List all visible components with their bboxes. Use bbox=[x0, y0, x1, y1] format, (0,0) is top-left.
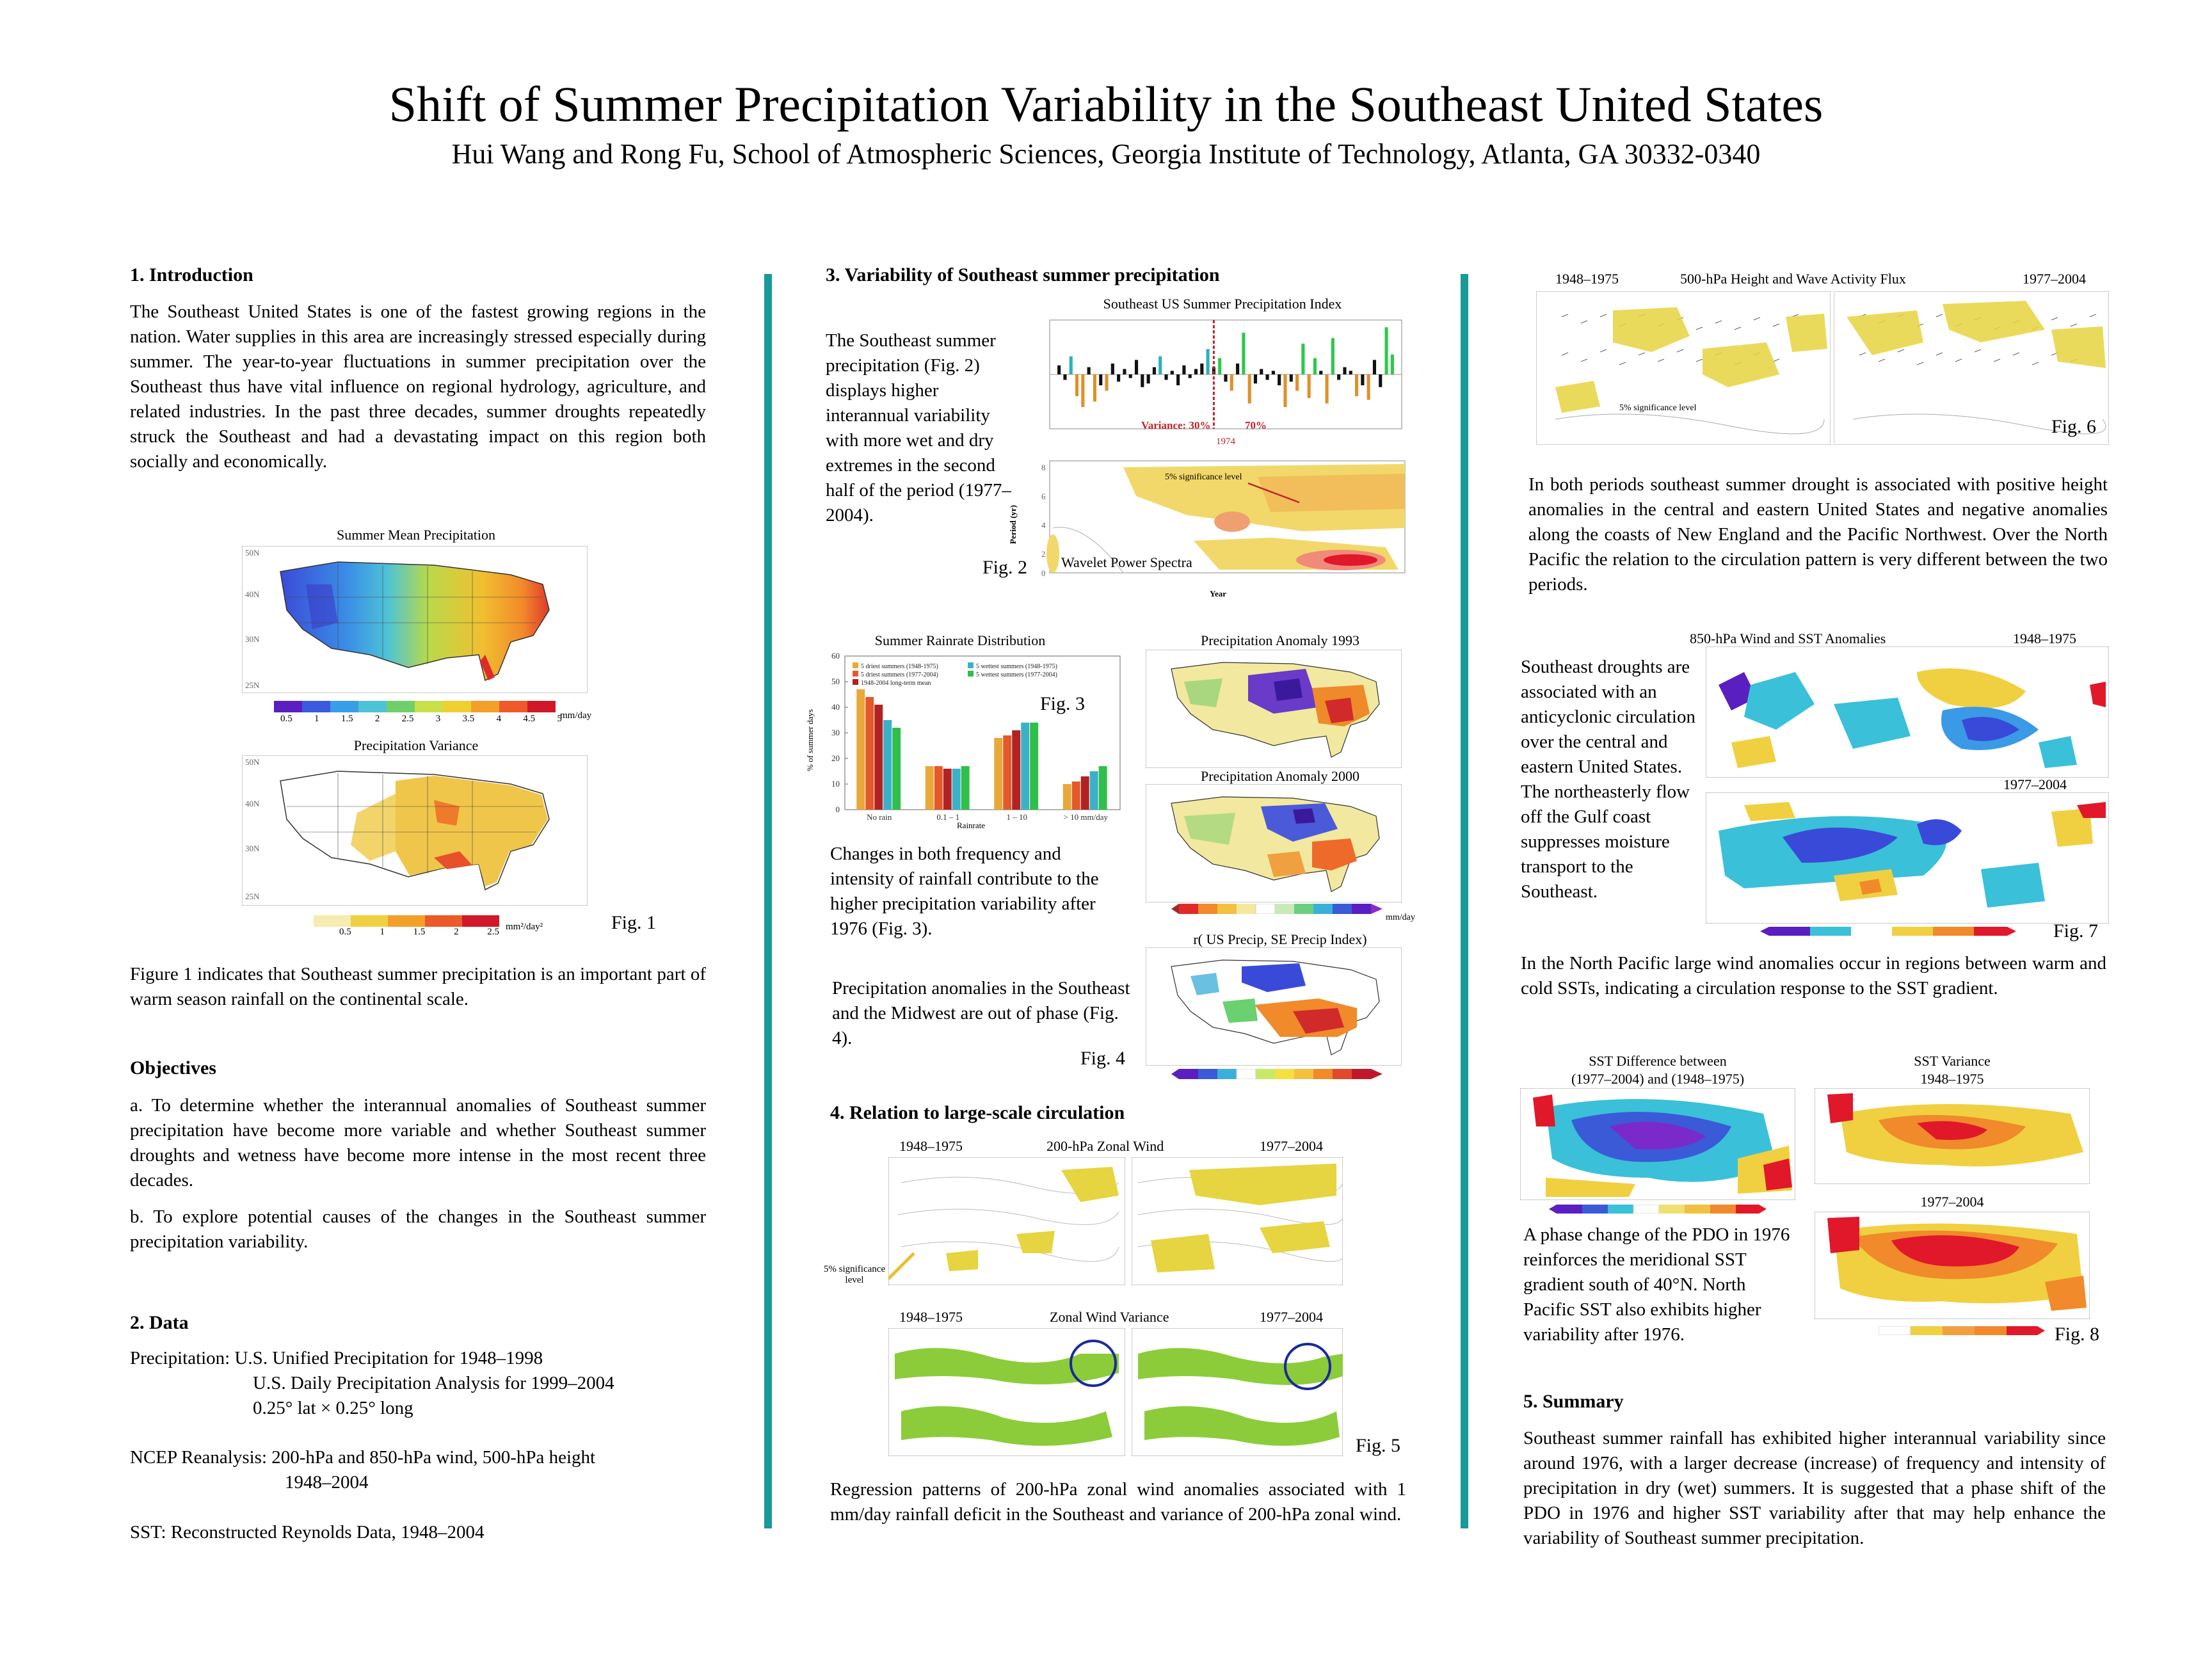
fig2-bar bbox=[1266, 374, 1269, 380]
svg-text:40N: 40N bbox=[245, 799, 260, 808]
fig2-bar bbox=[1093, 374, 1096, 402]
fig2-bar bbox=[1319, 371, 1322, 374]
fig3-label: Fig. 3 bbox=[1040, 693, 1086, 714]
fig7-period1: 1948–1975 bbox=[2013, 630, 2076, 646]
data-sst: SST: Reconstructed Reynolds Data, 1948–2004 bbox=[130, 1522, 485, 1543]
svg-text:50N: 50N bbox=[245, 548, 260, 557]
fig2-bar bbox=[1373, 360, 1376, 374]
fig2-bar bbox=[1123, 369, 1126, 375]
fig1-bottom-unit: mm²/day² bbox=[506, 922, 543, 932]
fig5-sig-label: 5% significance level bbox=[823, 1264, 886, 1285]
fig8-label: Fig. 8 bbox=[2055, 1324, 2100, 1345]
fig5-zonal-wind-1948-map bbox=[888, 1157, 1125, 1285]
fig5-variance-1948-map bbox=[888, 1328, 1125, 1456]
fig2-bar bbox=[1242, 333, 1245, 374]
fig2-bar bbox=[1063, 374, 1066, 380]
fig3-ytick: 50 bbox=[831, 677, 840, 686]
fig2-bar bbox=[1189, 374, 1192, 378]
intro-text: The Southeast United States is one of the fastest growing regions in the nation. Water supplies in this area are increasingly stressed especially during summer. The year-to-year fluctuations in summer precipitation over the Southeast thus have vital influence on regional hydrology, agriculture, and related industries. In the past three decades, summer droughts repeatedly struck the Southeast and had a devastating impact on this region both socially and economically. bbox=[130, 301, 706, 472]
tick: 2 bbox=[454, 927, 459, 937]
fig7-title: 850-hPa Wind and SST Anomalies bbox=[1690, 630, 1886, 646]
fig2-bar bbox=[1278, 374, 1281, 385]
fig4-corr-colorbar bbox=[1171, 1069, 1382, 1079]
fig1-top-colorbar bbox=[274, 701, 556, 712]
fig1-label: Fig. 1 bbox=[611, 912, 657, 933]
fig5-top-mid: 200-hPa Zonal Wind bbox=[1046, 1138, 1164, 1154]
fig3-bar bbox=[934, 766, 943, 810]
fig2-bar bbox=[1337, 374, 1340, 380]
svg-text:4: 4 bbox=[1041, 520, 1046, 530]
fig4-title-a: Precipitation Anomaly 1993 bbox=[1200, 632, 1360, 648]
fig8-sst-difference-map bbox=[1520, 1088, 1795, 1200]
fig3-legend-swatch bbox=[853, 662, 858, 668]
fig5-bot-left: 1948–1975 bbox=[899, 1309, 963, 1325]
data-precip-3: 0.25° lat × 0.25° long bbox=[253, 1398, 413, 1418]
fig2-bar bbox=[1248, 374, 1251, 403]
objective-b: b. To explore potential causes of the changes in the Southeast summer precipitation variability. bbox=[130, 1206, 706, 1252]
data-precip-1: Precipitation: U.S. Unified Precipitation for 1948–1998 bbox=[130, 1348, 543, 1368]
data-ncep-2: 1948–2004 bbox=[285, 1472, 369, 1493]
fig4-anomaly-1993-map bbox=[1146, 650, 1402, 768]
svg-text:40N: 40N bbox=[245, 589, 260, 599]
fig1-bottom-colorbar-ticks bbox=[339, 927, 499, 938]
fig3-legend-label: 1948-2004 long-term mean bbox=[861, 680, 931, 687]
fig2-bar bbox=[1313, 358, 1317, 375]
section3-heading: 3. Variability of Southeast summer precipitation bbox=[826, 264, 1220, 285]
tick: 3.5 bbox=[462, 714, 475, 724]
fig2-bar bbox=[1111, 364, 1114, 374]
fig2-bar bbox=[1331, 338, 1334, 374]
fig5-zonal-wind-1977-map bbox=[1132, 1157, 1343, 1285]
fig3-legend-label: 5 wettest summers (1948-1975) bbox=[976, 663, 1057, 670]
fig4-colorbar bbox=[1171, 904, 1382, 914]
fig1-text: Figure 1 indicates that Southeast summer precipitation is an important part of warm season rainfall on the continental scale. bbox=[130, 964, 706, 1009]
fig1-mean-precip-map bbox=[242, 546, 588, 693]
fig5-bot-right: 1977–2004 bbox=[1260, 1309, 1323, 1325]
fig2-bar bbox=[1164, 374, 1167, 380]
tick: 3 bbox=[435, 714, 441, 724]
svg-text:30N: 30N bbox=[245, 844, 260, 853]
fig2-bar bbox=[1308, 374, 1311, 398]
tick: 1 bbox=[314, 714, 319, 724]
summary-heading: 5. Summary bbox=[1523, 1391, 1624, 1412]
fig2-label: Fig. 2 bbox=[982, 557, 1028, 578]
fig8-diff-title-2: (1977–2004) and (1948–1975) bbox=[1571, 1071, 1745, 1087]
fig2-text: The Southeast summer precipitation (Fig. 2) displays higher interannual variability with more wet and dry extremes in the second half of the period (1977–2004). bbox=[826, 330, 1011, 525]
fig2-bar bbox=[1176, 374, 1180, 385]
section4-heading: 4. Relation to large-scale circulation bbox=[830, 1102, 1125, 1123]
fig2-xlabel: Year bbox=[1210, 589, 1226, 598]
fig3-ytick: 60 bbox=[831, 651, 840, 661]
fig3-legend-label: 5 driest summers (1948-1975) bbox=[861, 663, 938, 670]
fig2-bar bbox=[1194, 369, 1198, 375]
fig1-top-unit: mm/day bbox=[560, 710, 592, 721]
objective-a: a. To determine whether the interannual anomalies of Southeast summer precipitation have become more variable and whether Southeast summer droughts and wetness have become more intense in the most recent three decades. bbox=[130, 1095, 706, 1190]
tick: 1 bbox=[380, 927, 385, 937]
fig2-bar bbox=[1135, 360, 1138, 374]
fig4-text: Precipitation anomalies in the Southeast and the Midwest are out of phase (Fig. 4). bbox=[832, 978, 1130, 1048]
column-divider-right bbox=[1461, 274, 1468, 1528]
fig2-bar bbox=[1224, 374, 1227, 381]
fig3-bar bbox=[883, 720, 892, 810]
data-heading: 2. Data bbox=[130, 1312, 189, 1333]
fig3-ytick: 0 bbox=[835, 805, 840, 814]
fig4-anomaly-2000-map bbox=[1146, 784, 1402, 902]
fig3-bar bbox=[874, 705, 883, 810]
fig3-xtick: 1 – 10 bbox=[1006, 812, 1027, 822]
fig2-ylabel: Period (yr) bbox=[1008, 504, 1018, 544]
tick: 2 bbox=[374, 714, 380, 724]
fig1-top-colorbar-ticks bbox=[280, 714, 562, 725]
fig2-variance-right: 70% bbox=[1245, 419, 1267, 431]
fig8-var-title-1: SST Variance bbox=[1914, 1053, 1991, 1069]
fig4-unit: mm/day bbox=[1386, 913, 1415, 922]
fig3-xtick: > 10 mm/day bbox=[1063, 812, 1108, 822]
fig3-bar bbox=[1063, 784, 1071, 810]
fig3-bar bbox=[1030, 723, 1038, 810]
fig2-bar bbox=[1272, 371, 1275, 374]
fig4-label: Fig. 4 bbox=[1080, 1048, 1126, 1069]
fig4-title-c: r( US Precip, SE Precip Index) bbox=[1193, 931, 1367, 947]
tick: 4 bbox=[496, 714, 502, 724]
svg-text:30N: 30N bbox=[245, 634, 260, 644]
svg-text:25N: 25N bbox=[245, 680, 260, 690]
tick: 5 bbox=[557, 714, 562, 724]
fig2-bar bbox=[1361, 374, 1364, 385]
summary-text: Southeast summer rainfall has exhibited higher interannual variability since around 1976, with a larger decrease (increase) of frequency and intensity of precipitation in dry (wet) summers. It is suggested that a phase shift of the PDO in 1976 and higher SST variability after that may help enhance the variability of Southeast summer precipitation. bbox=[1523, 1428, 2106, 1548]
data-precip-2: U.S. Daily Precipitation Analysis for 1999–2004 bbox=[253, 1373, 614, 1393]
fig2-bar bbox=[1236, 364, 1239, 374]
fig6-label: Fig. 6 bbox=[2051, 416, 2097, 437]
fig3-rainrate-chart bbox=[794, 646, 1126, 838]
fig2-bar bbox=[1391, 355, 1394, 374]
fig3-bar bbox=[943, 769, 952, 810]
fig2-bar bbox=[1057, 365, 1061, 374]
fig2-precip-index-chart bbox=[1037, 314, 1408, 442]
fig2-bar bbox=[1105, 374, 1108, 391]
fig3-title: Summer Rainrate Distribution bbox=[874, 632, 1046, 648]
fig2-bar bbox=[1171, 371, 1174, 374]
tick: 2.5 bbox=[401, 714, 414, 724]
fig7-text: In the North Pacific large wind anomalies occur in regions between warm and cold SSTs, indicating a circulation response to the SST gradient. bbox=[1521, 953, 2106, 998]
fig2-bar bbox=[1384, 327, 1388, 374]
fig2-bar bbox=[1218, 358, 1221, 375]
fig7-label: Fig. 7 bbox=[2053, 920, 2099, 942]
fig2-bar bbox=[1206, 349, 1210, 374]
fig8-var-title-3: 1977–2004 bbox=[1920, 1194, 1984, 1210]
fig2-bar bbox=[1081, 374, 1084, 407]
fig3-text: Changes in both frequency and intensity of rainfall contribute to the higher precipitation variability after 1976 (Fig. 3). bbox=[830, 844, 1099, 939]
fig3-bar bbox=[952, 769, 961, 810]
svg-text:50N: 50N bbox=[245, 757, 260, 767]
fig1-top-title: Summer Mean Precipitation bbox=[336, 527, 496, 543]
tick: 4.5 bbox=[523, 714, 536, 724]
fig3-ytick: 20 bbox=[831, 753, 840, 763]
fig2-bar bbox=[1379, 374, 1382, 387]
fig3-legend-swatch bbox=[968, 671, 974, 677]
fig6-height-1948-map bbox=[1536, 291, 1831, 445]
fig2-bar bbox=[1355, 374, 1358, 396]
fig2-bar bbox=[1129, 374, 1132, 378]
fig2-bar bbox=[1230, 374, 1233, 391]
fig2-bar bbox=[1301, 344, 1304, 374]
fig7-sst-1948-map bbox=[1706, 646, 2109, 778]
objectives-heading: Objectives bbox=[130, 1057, 216, 1078]
fig3-legend-label: 5 driest summers (1977-2004) bbox=[861, 671, 938, 678]
svg-text:8: 8 bbox=[1041, 463, 1046, 472]
fig2-bar bbox=[1200, 364, 1203, 374]
intro-heading: 1. Introduction bbox=[130, 264, 253, 285]
fig2-bar bbox=[1117, 374, 1120, 381]
fig3-legend-swatch bbox=[853, 679, 858, 685]
fig3-bar bbox=[1090, 771, 1098, 810]
fig3-bar bbox=[1003, 735, 1011, 810]
fig6-sig-label: 5% significance level bbox=[1619, 403, 1697, 413]
fig2-bar bbox=[1367, 374, 1370, 400]
fig5-bot-mid: Zonal Wind Variance bbox=[1050, 1309, 1169, 1325]
tick: 1.5 bbox=[341, 714, 353, 724]
fig2-wavelet-label: Wavelet Power Spectra bbox=[1061, 554, 1192, 570]
fig6-left: 1948–1975 bbox=[1555, 271, 1619, 287]
fig3-ylabel: % of summer days bbox=[805, 709, 815, 771]
fig3-xlabel: Rainrate bbox=[957, 821, 986, 830]
fig3-bar bbox=[961, 766, 970, 810]
fig8-side-text: A phase change of the PDO in 1976 reinforces the meridional SST gradient south of 40°N. North Pacific SST also exhibits higher variability after 1976. bbox=[1523, 1224, 1790, 1345]
tick: 1.5 bbox=[413, 927, 426, 937]
svg-text:25N: 25N bbox=[245, 892, 260, 901]
fig3-bar bbox=[1021, 723, 1029, 810]
fig3-legend-label: 5 wettest summers (1977-2004) bbox=[976, 671, 1057, 678]
fig2-year: 1974 bbox=[1216, 437, 1235, 447]
fig7-side-text: Southeast droughts are associated with an anticyclonic circulation over the central and eastern United States. The northeasterly flow off the Gulf coast suppresses moisture transport to the Southeast. bbox=[1521, 657, 1695, 902]
fig1-variance-map bbox=[242, 755, 588, 906]
fig6-right: 1977–2004 bbox=[2023, 271, 2086, 287]
fig3-ytick: 10 bbox=[831, 779, 840, 789]
fig2-bar bbox=[1158, 357, 1162, 374]
fig3-ytick: 40 bbox=[831, 702, 840, 712]
fig3-bar bbox=[926, 766, 934, 810]
fig2-bar bbox=[1254, 374, 1257, 383]
fig2-bar bbox=[1075, 374, 1078, 396]
fig3-bar bbox=[865, 697, 874, 810]
fig2-bar bbox=[1087, 367, 1091, 374]
fig6-text: In both periods southeast summer drought is associated with positive height anomalies in the central and eastern United States and negative anomalies along the coasts of New England and the Pacific Northwest. Over the North Pacific the relation to the circulation pattern is very different between the two periods. bbox=[1528, 474, 2108, 595]
tick: 2.5 bbox=[487, 927, 499, 937]
fig7-sst-1977-map bbox=[1706, 792, 2109, 924]
fig3-xtick: No rain bbox=[867, 812, 892, 822]
tick: 0.5 bbox=[280, 714, 293, 724]
fig2-bar bbox=[1326, 374, 1329, 403]
fig2-title: Southeast US Summer Precipitation Index bbox=[1103, 296, 1342, 312]
fig8-variance-1977-map bbox=[1815, 1212, 2090, 1319]
fig2-bar bbox=[1141, 374, 1144, 387]
fig2-variance-left: Variance: 30% bbox=[1141, 419, 1211, 431]
fig3-bar bbox=[994, 738, 1002, 810]
fig3-legend-swatch bbox=[968, 662, 974, 668]
fig1-bottom-colorbar bbox=[314, 915, 499, 927]
fig2-bar bbox=[1182, 365, 1185, 374]
fig4-title-b: Precipitation Anomaly 2000 bbox=[1200, 768, 1360, 784]
fig3-bar bbox=[1081, 776, 1089, 810]
fig3-legend-swatch bbox=[853, 671, 858, 677]
svg-text:2: 2 bbox=[1041, 549, 1046, 559]
fig2-sig-label: 5% significance level bbox=[1165, 472, 1242, 482]
fig2-bar bbox=[1295, 374, 1299, 391]
tick: 0.5 bbox=[339, 927, 351, 937]
fig8-variance-1948-map bbox=[1815, 1088, 2090, 1184]
fig6-mid: 500-hPa Height and Wave Activity Flux bbox=[1680, 271, 1906, 287]
fig2-bar bbox=[1070, 357, 1073, 374]
poster-authors: Hui Wang and Rong Fu, School of Atmospheric Sciences, Georgia Institute of Technology, Atlanta, GA 30332-0340 bbox=[451, 138, 1761, 170]
fig2-bar bbox=[1153, 367, 1156, 374]
fig2-bar bbox=[1147, 374, 1150, 383]
fig2-bar bbox=[1349, 371, 1352, 374]
fig7-colorbar bbox=[1760, 927, 2016, 936]
svg-text:6: 6 bbox=[1041, 492, 1046, 501]
fig2-bar bbox=[1283, 374, 1286, 407]
fig4-correlation-map bbox=[1146, 947, 1402, 1066]
fig3-ytick: 30 bbox=[831, 728, 840, 737]
fig3-bar bbox=[856, 689, 865, 810]
fig1-bottom-title: Precipitation Variance bbox=[353, 737, 479, 753]
fig3-xtick: 0.1 – 1 bbox=[936, 812, 960, 822]
fig8-var-colorbar bbox=[1879, 1326, 2045, 1335]
fig8-diff-title-1: SST Difference between bbox=[1589, 1053, 1727, 1069]
fig5-variance-1977-map bbox=[1132, 1328, 1343, 1456]
fig5-text: Regression patterns of 200-hPa zonal wind anomalies associated with 1 mm/day rainfall deficit in the Southeast and variance of 200-hPa zonal wind. bbox=[830, 1479, 1406, 1525]
fig2-bar bbox=[1343, 367, 1346, 374]
fig5-label: Fig. 5 bbox=[1356, 1435, 1401, 1456]
fig3-bar bbox=[1072, 781, 1080, 810]
fig3-bar bbox=[1099, 766, 1107, 810]
poster-title: Shift of Summer Precipitation Variability in the Southeast United States bbox=[389, 76, 1823, 132]
column-divider-left bbox=[764, 274, 772, 1528]
fig5-top-right: 1977–2004 bbox=[1260, 1138, 1323, 1154]
fig2-bar bbox=[1290, 374, 1293, 381]
fig2-bar bbox=[1099, 374, 1102, 385]
fig3-bar bbox=[892, 728, 901, 810]
fig3-bar bbox=[1012, 730, 1020, 810]
fig2-bar bbox=[1260, 369, 1263, 375]
fig7-period2: 1977–2004 bbox=[2003, 776, 2067, 792]
svg-text:0: 0 bbox=[1041, 568, 1046, 578]
fig8-var-title-2: 1948–1975 bbox=[1920, 1071, 1984, 1087]
fig8-diff-colorbar bbox=[1549, 1205, 1767, 1214]
data-ncep-1: NCEP Reanalysis: 200-hPa and 850-hPa wind, 500-hPa height bbox=[130, 1447, 596, 1468]
fig5-top-left: 1948–1975 bbox=[899, 1138, 963, 1154]
